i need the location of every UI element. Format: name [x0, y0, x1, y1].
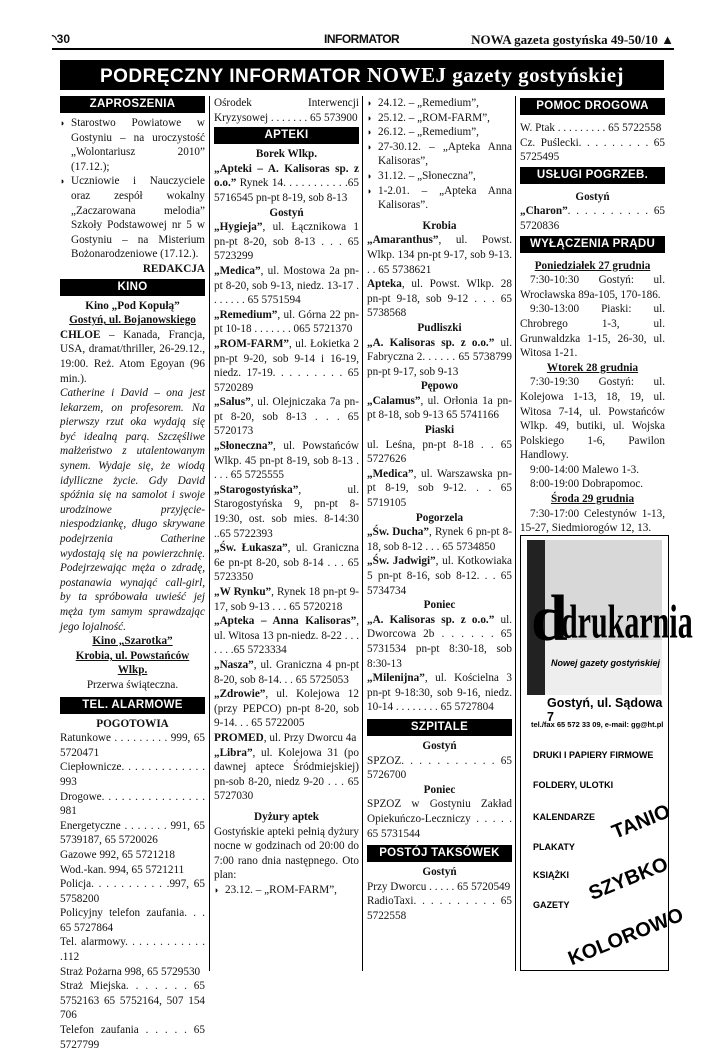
- funeral-line: „Charon”. . . . . . . . . . 65 5720836: [520, 205, 665, 232]
- outage-day: Poniedziałek 27 grudnia: [534, 259, 651, 272]
- ad-slogan-3: KOLOROWO: [565, 903, 687, 971]
- pharmacy-details: , ul. Kolejowa 31 (po dawnej aptece Śródmiejskiej) pn-sob 8-20, niedz 9-20 . . . 65 5727030: [214, 746, 359, 803]
- ad-service-item: KSIĄŻKI: [533, 870, 569, 880]
- emergency-line: Straż Pożarna 998, 65 5729530: [60, 965, 201, 978]
- pharmacy-list: [367, 525, 512, 598]
- taxi-line: Przy Dworcu . . . . . 65 5720549: [367, 880, 511, 893]
- pharmacy-entry: [214, 395, 359, 439]
- cinema-address-2: Krobia, ul. Powstańców Wlkp.: [75, 649, 190, 677]
- pharmacy-name: „Św. Łukasza”: [214, 542, 288, 555]
- pharmacy-details: , ul. Górna 22 pn-pt 10-18 . . . . . . . 065 5721370: [214, 308, 359, 336]
- pharmacy-list: [367, 233, 512, 321]
- duty-item: ◗ 27-30.12. – „Apteka Anna Kalisoras”,: [367, 140, 512, 169]
- pharmacy-entry: [214, 483, 359, 541]
- invitation-item: ◗ Starostwo Powiatowe w Gostyniu – na uroczystość „Wolontariusz 2010” (17.12.);: [60, 116, 205, 174]
- city-heading: Gostyń: [575, 190, 610, 203]
- pharmacy-name: „Salus”: [214, 396, 251, 409]
- duty-item: ◗ 31.12. – „Słoneczna”,: [367, 169, 512, 184]
- pharmacy-list: [367, 613, 512, 715]
- page-number: ◝30: [52, 32, 71, 46]
- pharmacy-list: [367, 336, 512, 380]
- section-header-kino: KINO: [60, 279, 205, 296]
- pharmacy-details: , ul. Orłonia 1a pn-pt 8-18, sob 9-13 65 5741166: [367, 394, 512, 422]
- pharmacy-entry: [367, 438, 512, 467]
- cinema-address: Gostyń, ul. Bojanowskiego: [69, 314, 196, 327]
- pharmacy-details: , ul. Mostowa 2a pn-pt 8-20, sob 9-13, niedz. 13-17 . . . . . . . 65 5751594: [214, 264, 359, 307]
- pharmacy-name: „Milenijna”: [367, 672, 425, 685]
- city-heading: Gostyń: [422, 739, 457, 752]
- pharmacy-details: , ul. Powstańców Wlkp. 45 pn-pt 8-19, sob 8-13 . . . . 65 5725555: [214, 440, 359, 482]
- pharmacy-name: „Zdrowie”: [214, 688, 266, 701]
- emergency-line: Telefon zaufania . . . . . 65 5727799: [60, 1024, 205, 1051]
- city-heading: Poniec: [423, 783, 456, 796]
- pharmacy-details: , ul. Witosa 13 pn-niedz. 8-22 . . . . . . .65 5723334: [214, 615, 359, 657]
- pharmacy-name: „Św. Ducha”: [367, 526, 429, 539]
- section-header-apteki: APTEKI: [214, 127, 359, 144]
- page-banner: PODRĘCZNY INFORMATOR NOWEJ gazety gostyńskiej: [60, 60, 664, 90]
- pharmacy-details: , ul. Graniczna 4 pn-pt 8-20, sob 8-14. . . 65 5725053: [214, 658, 359, 686]
- city-heading: Borek Wlkp.: [255, 148, 318, 161]
- column-2: [214, 96, 359, 897]
- column-4: [520, 96, 665, 567]
- pharmacy-name: „Hygieja”: [214, 221, 263, 234]
- pharmacy-entry: [214, 658, 359, 687]
- pharmacy-name: „Apteki – A. Kalisoras sp. z o.o.”: [214, 162, 359, 190]
- outage-day: Wtorek 28 grudnia: [546, 361, 639, 374]
- ad-slogan-1: TANIO: [608, 800, 674, 844]
- duty-text: Gostyńskie apteki pełnią dyżury nocne w godzinach od 20:00 do 7:00 rano dnia następnego. Oto plan:: [214, 825, 359, 882]
- pharmacy-name: „A. Kalisoras sp. z o.o.”: [367, 336, 495, 349]
- ad-address: Gostyń, ul. Sądowa 7: [547, 696, 663, 724]
- cinema-name-2: Kino „Szarotka”: [92, 635, 173, 648]
- pharmacy-details: , ul. Warszawska pn-pt 8-19, sob 9-12. . . 65 5719105: [367, 467, 512, 510]
- emergency-line: Policyjny telefon zaufania. . . 65 5727864: [60, 907, 205, 934]
- pharmacy-details: , Rynek 6 pn-pt 8-18, sob 8-12 . . . 65 5734850: [367, 526, 512, 553]
- pharmacy-name: „Libra”: [214, 746, 253, 759]
- ad-service-item: PLAKATY: [533, 842, 575, 852]
- pharmacy-list: [367, 394, 512, 423]
- section-header-szpitale: SZPITALE: [367, 719, 512, 736]
- outage-line: 9:00-14:00 Malewo 1-3.: [530, 463, 640, 476]
- section-header-zaproszenia: ZAPROSZENIA: [60, 96, 205, 113]
- pharmacy-name: „A. Kalisoras sp. z o.o.”: [367, 613, 495, 626]
- pharmacy-entry: [367, 336, 512, 380]
- duty-title: Dyżury aptek: [254, 810, 319, 823]
- duty-item: ◗ 24.12. – „Remedium”,: [367, 96, 512, 111]
- duty-item: ◗ 25.12. – „ROM-FARM”,: [367, 111, 512, 126]
- pharmacy-details: , ul. Łokietka 2 pn-pt 9-20, sob 9-14 i 16-19, niedz. 17-19. . . . . . . . . 65 5720289: [214, 337, 359, 394]
- emergency-line: Drogowe. . . . . . . . . . . . . . . . 981: [60, 790, 205, 818]
- outage-line: 7:30-19:30 Gostyń: ul. Kolejowa 1-13, 18, 19, ul. Witosa 7-14, ul. Powstańców Wlkp. 49, butiki, ul. Wojska Polskiego 1-6, Pawilon Handlowy.: [520, 376, 665, 462]
- pharmacy-list: [214, 162, 359, 206]
- city-heading: Gostyń: [422, 866, 457, 879]
- ad-service-item: FOLDERY, ULOTKI: [533, 780, 614, 790]
- column-3: [367, 96, 512, 923]
- pharmacy-name: „Remedium”: [214, 308, 278, 321]
- pharmacy-entry: [214, 687, 359, 731]
- pharmacy-entry: [214, 731, 359, 746]
- roadside-line: W. Ptak . . . . . . . . . 65 5722558: [520, 122, 662, 134]
- ad-logo: drukarnia: [561, 596, 693, 649]
- emergency-line: Energetyczne . . . . . . . 991, 65 5739187, 65 5720026: [60, 819, 205, 847]
- outage-line: 9:30-13:00 Piaski: ul. Chrobrego 1-3, ul. Grunwaldzka 1-15, 26-30, ul. Witosa 1-21.: [520, 303, 665, 360]
- signature: REDAKCJA: [142, 262, 205, 275]
- pharmacy-entry: [367, 671, 512, 715]
- ad-contact: tel./fax 65 572 33 09, e-mail: gg@ht.pl: [531, 720, 664, 729]
- city-heading: Krobia: [422, 219, 457, 232]
- pharmacy-name: „Calamus”: [367, 394, 421, 407]
- pharmacy-entry: [214, 439, 359, 483]
- pharmacy-name: „Św. Jadwigi”: [367, 555, 436, 568]
- crisis-center: Ośrodek Interwencji Kryzysowej . . . . . . . 65 573900: [214, 97, 359, 124]
- ad-logo-sub: Nowej gazety gostyńskiej: [551, 658, 661, 668]
- section-header-pogrzeb: USŁUGI POGRZEB.: [520, 167, 665, 184]
- city-heading: Pogorzela: [415, 511, 464, 524]
- cinema-note: Przerwa świąteczna.: [86, 678, 179, 691]
- ad-logo-letter: d: [531, 582, 568, 655]
- invitation-item: ◗ Uczniowie i Nauczyciele oraz zespół wokalny „Zaczarowana melodia” Szkoły Podstawowej nr 5 w Gostyniu – na Misterium Bożonarodzeniowe (17.12.).: [60, 174, 205, 262]
- column-divider: [515, 96, 516, 971]
- pharmacy-name: „Apteka – Anna Kalisoras”: [214, 615, 357, 628]
- taxi-line: RadioTaxi. . . . . . . . . . 65 5722558: [367, 895, 512, 922]
- pharmacy-name: „Medica”: [214, 264, 261, 277]
- emergency-line: Wod.-kan. 994, 65 5721211: [60, 863, 185, 876]
- city-heading: Gostyń: [269, 206, 304, 219]
- pharmacy-details: , Rynek 18 pn-pt 9-17, sob 9-13 . . . 65 5720218: [214, 586, 359, 613]
- pharmacy-entry: [214, 541, 359, 585]
- outage-line: 8:00-19:00 Dobrapomoc.: [530, 478, 644, 491]
- duty-item: ◗ 1-2.01. – „Apteka Anna Kalisoras”.: [367, 184, 512, 213]
- pharmacy-entry: [367, 525, 512, 554]
- advertisement: [520, 535, 693, 971]
- city-heading: Pudliszki: [417, 321, 462, 334]
- pharmacy-entry: [214, 746, 359, 804]
- film-info: CHLOE – Kanada, Francja, USA, dramat/thriller, 26-29.12., 19:00. Reż. Atom Egoyan (96 min.).: [60, 328, 205, 385]
- duty-item: ◗ 26.12. – „Remedium”,: [367, 125, 512, 140]
- ad-service-item: DRUKI I PAPIERY FIRMOWE: [533, 750, 654, 760]
- emergency-line: Ratunkowe . . . . . . . . . 999, 65 5720471: [60, 732, 205, 759]
- film-description: Catherine i David – ona jest lekarzem, on profesorem. Na pierwszy rzut oka wydają się być idealną parą. Szczęśliwe małżeństwo z utalentowanym synem. Wydaje się, że wiodą idylliczne życie. Gdy David spóźnia się na samolot i swoje urodzinowe przyjęcie-niespodziankę, długo skrywane podejrzenia Catherine wydostają się na powierzchnię. Podejrzewając męża o zdradę, postanawia wynająć call-girl, by ta spróbowała uwieść jej męża tym samym sprawdzając jego lojalność.: [60, 387, 205, 633]
- cinema-name: Kino „Pod Kopułą”: [85, 299, 180, 312]
- pharmacy-list: [214, 220, 359, 804]
- pharmacy-details: , ul. Kościelna 3 pn-pt 9-18:30, sob 9-16, niedz. 10-14 . . . . . . . . 65 5727804: [367, 672, 512, 714]
- column-divider: [209, 96, 210, 971]
- city-heading: Piaski: [424, 424, 455, 437]
- pharmacy-entry: [367, 613, 512, 671]
- pharmacy-details: ul. Leśna, pn-pt 8-18 . . 65 5727626: [367, 438, 512, 466]
- column-divider: [362, 96, 363, 971]
- pharmacy-name: Apteka: [367, 278, 402, 291]
- pharmacy-details: , ul. Powst. Wlkp. 134 pn-pt 9-17, sob 9-13. . . 65 5738621: [367, 234, 512, 276]
- outage-line: 7:30-17:00 Celestynów 1-13, 15-27, Siedmiorogów 12, 13.: [520, 507, 665, 535]
- hospital-line: SPZOZ. . . . . . . . . . . 65 5726700: [367, 754, 512, 782]
- pharmacy-entry: [214, 264, 359, 308]
- outage-line: 7:30-10:30 Gostyń: ul. Wrocławska 89a-105, 170-186.: [520, 274, 665, 301]
- pharmacy-entry: [367, 467, 512, 511]
- pharmacy-entry: [214, 162, 359, 206]
- pharmacy-name: „W Rynku”: [214, 586, 272, 598]
- city-heading: Poniec: [423, 599, 456, 612]
- masthead: NOWA gazeta gostyńska 49-50/10 ▲: [471, 32, 674, 47]
- pharmacy-entry: [214, 614, 359, 658]
- pharmacy-details: , ul. Kolejowa 12 (przy PEPCO) pn-pt 8-20, sob 9-14. . . 65 5722005: [214, 688, 359, 730]
- pharmacy-name: PROMED: [214, 731, 264, 744]
- ad-slogan-2: SZYBKO: [585, 853, 672, 905]
- pharmacy-details: ul. Dworcowa 2b . . . . . . 65 5731534 pn-pt 8:30-18, sob 8:30-13: [367, 613, 512, 670]
- pharmacy-name: „Słoneczna”: [214, 440, 274, 453]
- section-header-alarmowe: TEL. ALARMOWE: [60, 697, 205, 714]
- section-name: INFORMATOR: [324, 32, 400, 46]
- invitations-list: [60, 116, 205, 262]
- power-outages-list: [520, 259, 665, 536]
- section-header-wylaczenia: WYŁĄCZENIA PRĄDU: [520, 236, 665, 253]
- outage-day: Środa 29 grudnia: [550, 493, 635, 506]
- ad-service-item: GAZETY: [533, 900, 570, 910]
- church-icon: ▲: [661, 32, 674, 47]
- section-header-pomoc: POMOC DROGOWA: [520, 98, 665, 115]
- pharmacy-details: , ul. Graniczna 6e pn-pt 8-20, sob 8-14 . . . 65 5723350: [214, 542, 359, 584]
- emergency-line: Policja. . . . . . . . . . .997, 65 5758200: [60, 878, 205, 905]
- emergency-list: [60, 731, 205, 1052]
- header-rule: [52, 48, 674, 50]
- pharmacy-entry: [214, 220, 359, 264]
- pharmacy-details: , ul. Olejniczaka 7a pn-pt 8-20, sob 8-13 . . . 65 5720173: [214, 396, 359, 438]
- hospital-line: SPZOZ w Gostyniu Zakład Opiekuńczo-Leczniczy . . . . . 65 5731544: [367, 798, 512, 840]
- pharmacy-details: , ul. Powst. Wlkp. 28 pn-pt 9-18, sob 9-12 . . . 65 5738568: [367, 278, 512, 320]
- emergency-subtitle: POGOTOWIA: [96, 717, 169, 730]
- page-header: [52, 30, 674, 48]
- emergency-line: Tel. alarmowy. . . . . . . . . . . . .112: [60, 936, 205, 964]
- pharmacy-list: [367, 438, 512, 511]
- pharmacy-entry: [367, 554, 512, 598]
- duty-item: ◗ 23.12. – „ROM-FARM”,: [214, 883, 359, 898]
- ad-service-item: KALENDARZE: [533, 812, 595, 822]
- duty-list: [367, 96, 512, 213]
- section-header-taxi: POSTÓJ TAKSÓWEK: [367, 845, 512, 862]
- pharmacy-entry: [214, 337, 359, 395]
- pharmacy-name: „ROM-FARM”: [214, 337, 289, 350]
- pharmacy-entry: [214, 308, 359, 337]
- pharmacy-details: , ul. Starogostyńska 9, pn-pt 8-19:30, ost. sob mies. 8-14:30 ..65 5722393: [214, 483, 359, 540]
- pharmacy-entry: [367, 394, 512, 423]
- pharmacy-name: „Amaranthus”: [367, 234, 439, 247]
- pharmacy-entry: [214, 585, 359, 614]
- pharmacy-details: , ul. Przy Dworcu 4a: [263, 731, 357, 744]
- emergency-line: Ciepłownicze. . . . . . . . . . . . . 993: [60, 761, 205, 788]
- roadside-line: Cz. Puślecki. . . . . . . . . 65 5725495: [520, 136, 665, 164]
- pharmacy-name: „Starogostyńska”: [214, 483, 299, 496]
- city-heading: Pępowo: [420, 380, 459, 393]
- pharmacy-details: , ul. Kotkowiaka 5 pn-pt 8-16, sob 8-12. . . 65 5734734: [367, 555, 512, 597]
- pharmacy-details: ul. Fabryczna 2. . . . . . 65 5738799 pn-pt 9-17, sob 9-13: [367, 336, 512, 378]
- pharmacy-details: , ul. Łącznikowa 1 pn-pt 8-20, sob 8-13 . . . 65 5723299: [214, 221, 359, 263]
- column-1: [60, 96, 205, 1052]
- pharmacy-name: „Nasza”: [214, 658, 254, 671]
- pharmacy-entry: [367, 233, 512, 277]
- pharmacy-entry: [367, 277, 512, 321]
- pharmacy-name: „Medica”: [367, 467, 414, 480]
- emergency-line: Straż Miejska. . . . . . . 65 5752163 65 5752164, 507 154 706: [60, 980, 205, 1022]
- emergency-line: Gazowe 992, 65 5721218: [60, 848, 175, 861]
- pharmacy-details: Rynek 14. . . . . . . . . . .65 5716545 pn-pt 8-19, sob 8-13: [214, 177, 359, 204]
